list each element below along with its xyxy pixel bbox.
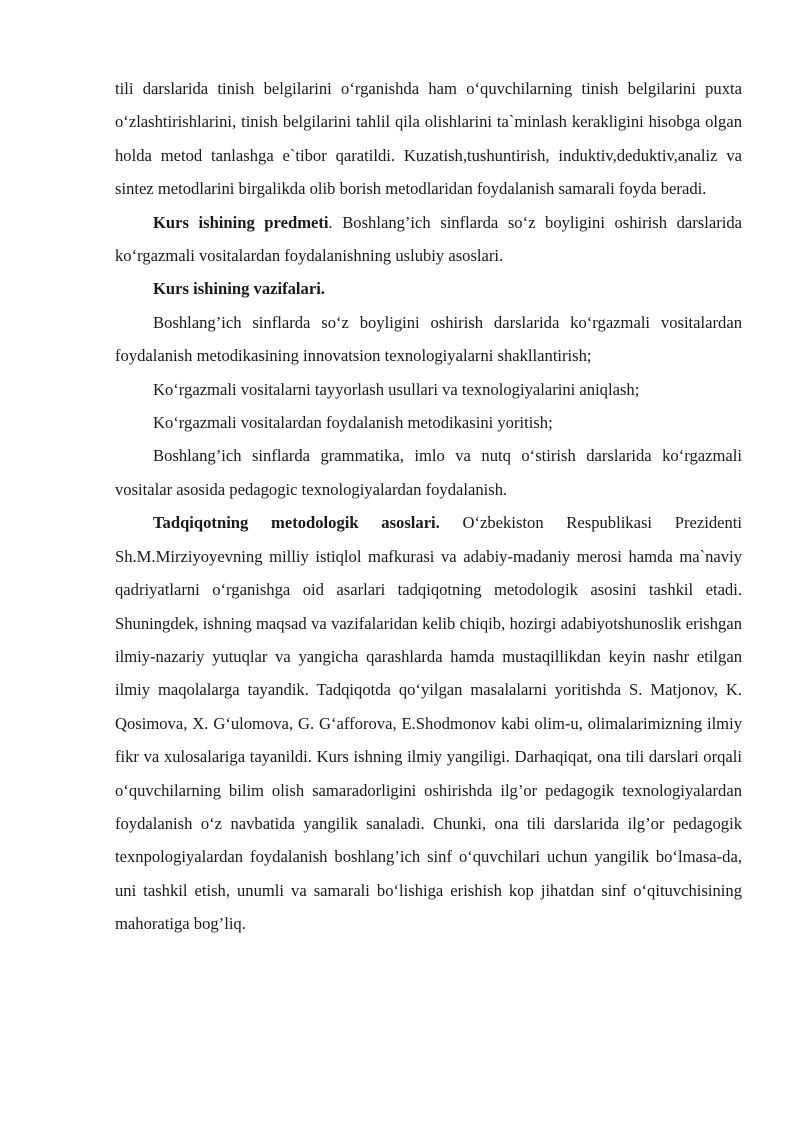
paragraph-methodology (115, 506, 742, 940)
paragraph-methods: tili darslarida tinish belgilarini o‘rganishda ham o‘quvchilarning tinish belgilarini puxta o‘zlashtirishlarini, tinish belgilarini tahlil qila olishlarini ta`minlash kerakligini hisobga olgan holda metod tanlashga e`tibor qaratildi. Kuzatish,tushuntirish, induktiv,deduktiv,analiz va sintez metodlarini birgalikda olib borish metodlaridan foydalanish samarali foyda beradi. (115, 79, 742, 199)
task-item-4: Boshlang’ich sinflarda grammatika, imlo va nutq o‘stirish darslarida ko‘rgazmali vositalar asosida pedagogic texnologiyalardan foydalanish. (115, 446, 742, 499)
task-item-3: Ko‘rgazmali vositalardan foydalanish metodikasini yoritish; (153, 413, 553, 433)
task-item-1: Boshlang’ich sinflarda so‘z boyligini oshirish darslarida ko‘rgazmali vositalardan foydalanish metodikasining innovatsion texnologiyalarni shakllantirish; (115, 312, 742, 366)
document-page (115, 72, 742, 941)
paragraph-subject (115, 206, 742, 273)
task-item-2: Ko‘rgazmali vositalarni tayyorlash usullari va texnologiyalarini aniqlash; (153, 379, 640, 399)
methodology-text: O‘zbekiston Respublikasi Prezidenti Sh.M.Mirziyoyevning milliy istiqlol mafkurasi va adabiy-madaniy merosi hamda ma`naviy qadriyatlarni o‘rganishga oid asarlari tadqiqotning metodologik asosini tashkil etadi. Shuningdek, ishning maqsad va vazifalaridan kelib chiqib, hozirgi adabiyotshunoslik erishgan ilmiy-nazariy yutuqlar va yangicha qarashlarda hamda mustaqillikdan keyin nashr etilgan ilmiy maqolalarga tayandik. Tadqiqotda qo‘yilgan masalalarni yoritishda S. Matjonov, K. Qosimova, X. G‘ulomova, G. G‘afforova, E.Shodmonov kabi olim-u, olimalarimizning ilmiy fikr va xulosalariga tayanildi. Kurs ishning ilmiy yangiligi. Darhaqiqat, ona tili darslari orqali o‘quvchilarning bilim olish samaradorligini oshirishda ilg’or pedagogik texnologiyalardan foydalanish o‘z navbatida yangilik sanaladi. Chunki, ona tili darslarida ilg’or pedagogik texnpologiyalardan foydalanish boshlang’ich sinf o‘quvchilari uchun yangilik bo‘lmasa-da, uni tashkil etish, unumli va samarali bo‘lishiga erishish kop jihatdan sinf o‘qituvchisining mahoratiga bog’liq. (115, 513, 742, 934)
methodology-heading: Tadqiqotning metodologik asoslari. (153, 513, 440, 533)
subject-text: . Boshlang’ich sinflarda so‘z boyligini oshirish darslarida ko‘rgazmali vositalardan foydalanishning uslubiy asoslari. (115, 212, 742, 266)
subject-heading: Kurs ishining predmeti (153, 212, 329, 232)
tasks-heading: Kurs ishining vazifalari. (153, 279, 325, 299)
